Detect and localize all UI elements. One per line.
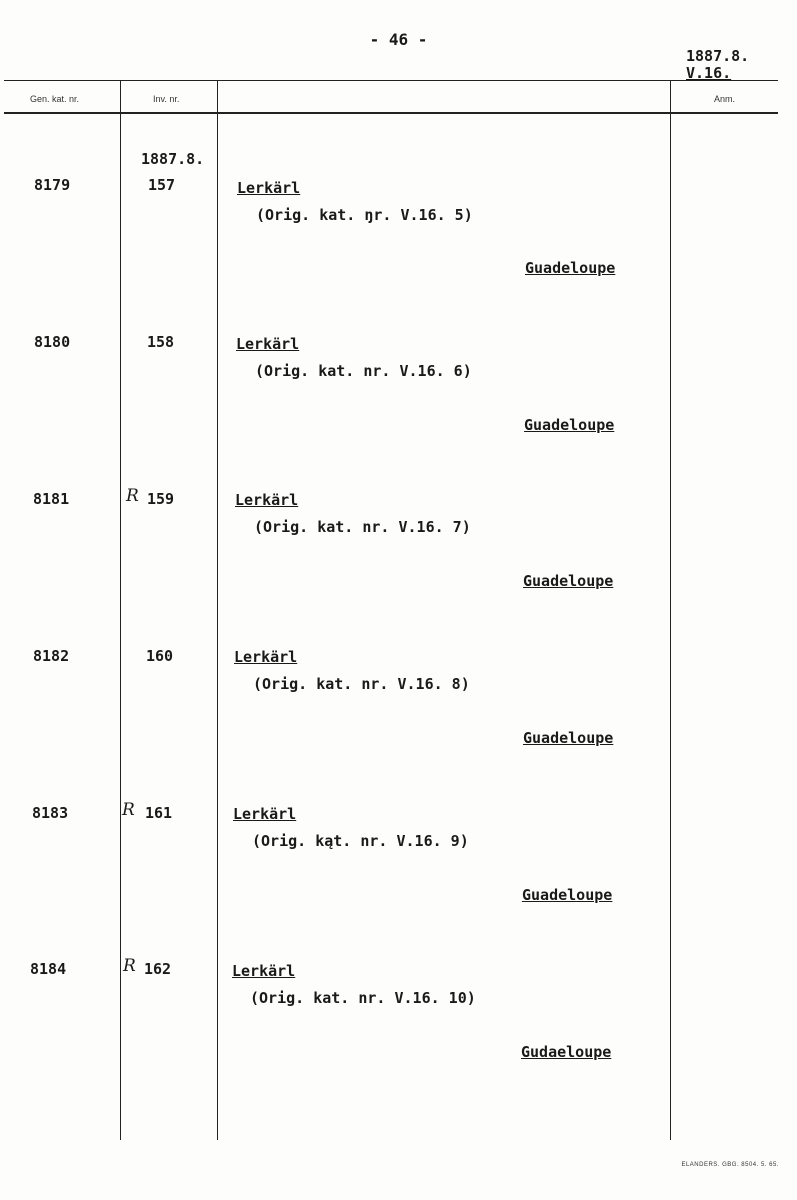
entry-orig-kat: (Orig. kat. ŋr. V.16. 5)	[256, 206, 473, 224]
header-reference-line2: V.16.	[686, 64, 732, 82]
entry-place: Guadeloupe	[524, 416, 615, 434]
header-reference-line1: 1887.8.	[686, 47, 750, 65]
collection-year: 1887.8.	[141, 150, 205, 168]
entry-title: Lerkärl	[237, 179, 301, 197]
handwritten-r-mark: R	[126, 486, 139, 506]
entry-place: Guadeloupe	[523, 729, 614, 747]
entry-title: Lerkärl	[235, 491, 299, 509]
entry-inv-nr: 158	[147, 333, 175, 351]
column-header-gen-kat-nr: Gen. kat. nr.	[30, 94, 80, 104]
column-divider-gen-inv	[120, 80, 121, 1140]
entry-orig-kat: (Orig. kat. nr. V.16. 7)	[254, 518, 471, 536]
entry-title: Lerkärl	[233, 805, 297, 823]
entry-inv-nr: 160	[146, 647, 174, 665]
column-header-inv-nr: Inv. nr.	[153, 94, 180, 104]
handwritten-r-mark: R	[122, 800, 135, 820]
entry-inv-nr: 159	[147, 490, 175, 508]
entry-orig-kat: (Orig. kat. nr. V.16. 6)	[255, 362, 472, 380]
column-header-anm: Anm.	[714, 94, 736, 104]
entry-title: Lerkärl	[232, 962, 296, 980]
entry-inv-nr: 161	[145, 804, 173, 822]
entry-gen-kat-nr: 8183	[32, 804, 69, 822]
entry-inv-nr: 157	[148, 176, 176, 194]
entry-orig-kat: (Orig. kąt. nr. V.16. 9)	[252, 832, 469, 850]
entry-inv-nr: 162	[144, 960, 172, 978]
entry-place: Gudaeloupe	[521, 1043, 612, 1061]
page-number: - 46 -	[369, 30, 428, 49]
entry-title: Lerkärl	[236, 335, 300, 353]
entry-title: Lerkärl	[234, 648, 298, 666]
entry-place: Guadeloupe	[523, 572, 614, 590]
column-divider-desc-anm	[670, 80, 671, 1140]
entry-place: Guadeloupe	[522, 886, 613, 904]
entry-gen-kat-nr: 8179	[34, 176, 71, 194]
entry-gen-kat-nr: 8182	[33, 647, 70, 665]
entry-gen-kat-nr: 8184	[30, 960, 67, 978]
entry-gen-kat-nr: 8180	[34, 333, 71, 351]
entry-gen-kat-nr: 8181	[33, 490, 70, 508]
handwritten-r-mark: R	[123, 956, 136, 976]
entry-place: Guadeloupe	[525, 259, 616, 277]
header-reference	[686, 48, 749, 82]
entry-orig-kat: (Orig. kat. nr. V.16. 10)	[250, 989, 476, 1007]
entry-orig-kat: (Orig. kat. nr. V.16. 8)	[253, 675, 470, 693]
column-divider-inv-desc	[217, 80, 218, 1140]
printer-imprint: ELANDERS. GBG. 8504. 5. 65.	[681, 1162, 779, 1168]
